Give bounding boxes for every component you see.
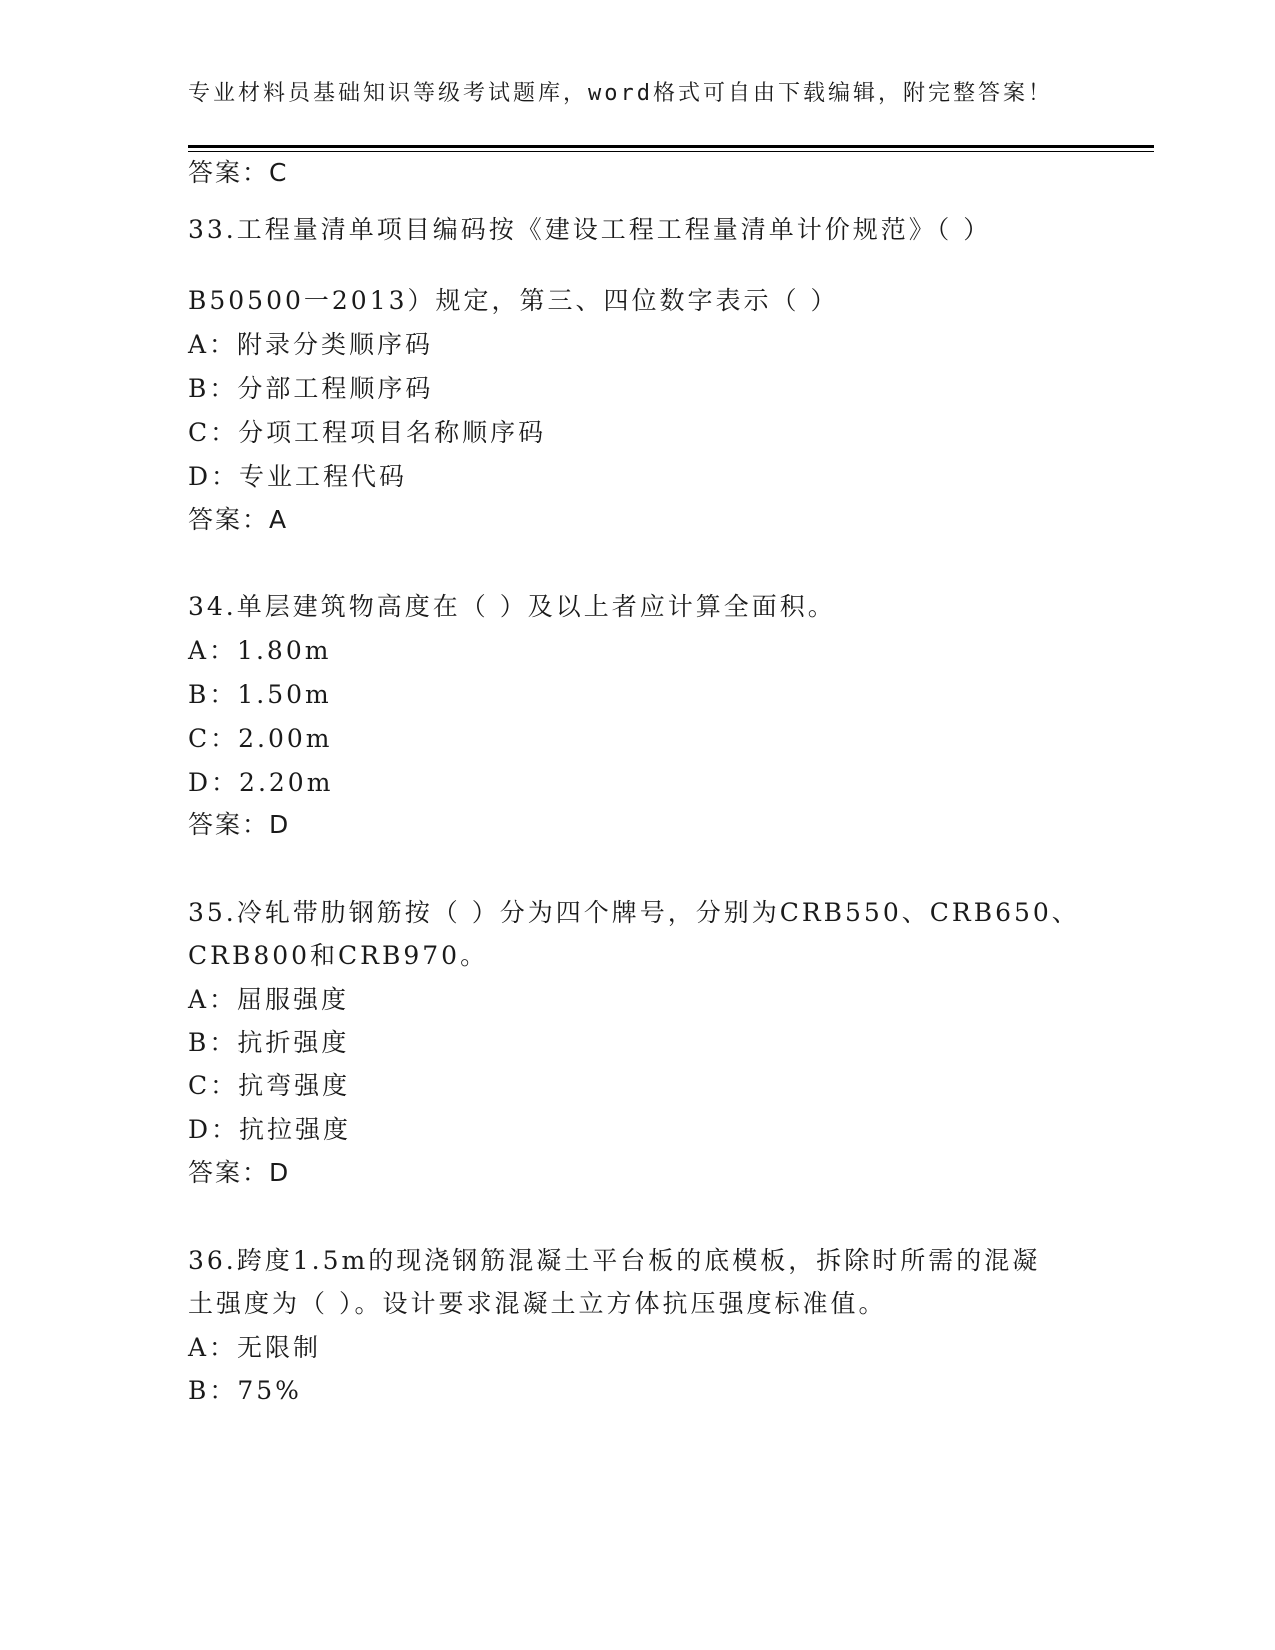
answer-line: 答案：C [188,158,289,187]
option-a: A：屈服强度 [188,985,350,1014]
option-b: B：1.50m [188,680,332,709]
question-stem-continued: B50500一2013）规定，第三、四位数字表示（ ） [188,286,839,315]
option-d: D：专业工程代码 [188,462,408,491]
question-stem-continued: CRB800和CRB970。 [188,941,489,970]
option-a: A：附录分类顺序码 [188,330,434,359]
header-rule-thick [188,145,1154,148]
option-d: D：抗拉强度 [188,1115,352,1144]
page-header: 专业材料员基础知识等级考试题库，word格式可自由下载编辑，附完整答案！ [188,81,1053,106]
header-rule-thin [188,151,1154,152]
question-stem: 33.工程量清单项目编码按《建设工程工程量清单计价规范》（ ） [188,215,992,244]
option-a: A：无限制 [188,1333,322,1362]
option-c: C：2.00m [188,724,333,753]
option-a: A：1.80m [188,636,332,665]
option-b: B：分部工程顺序码 [188,374,434,403]
answer-line: 答案：A [188,505,289,534]
question-stem: 34.单层建筑物高度在（ ）及以上者应计算全面积。 [188,592,836,621]
option-c: C：抗弯强度 [188,1071,351,1100]
question-stem: 36.跨度1.5m的现浇钢筋混凝土平台板的底模板，拆除时所需的混凝 [188,1246,1041,1275]
question-stem-continued: 土强度为（ ）。设计要求混凝土立方体抗压强度标准值。 [188,1289,887,1318]
option-b: B：75% [188,1376,302,1405]
option-d: D：2.20m [188,768,334,797]
option-c: C：分项工程项目名称顺序码 [188,418,547,447]
answer-line: 答案：D [188,1158,291,1187]
question-stem: 35.冷轧带肋钢筋按（ ）分为四个牌号，分别为CRB550、CRB650、 [188,898,1080,927]
option-b: B：抗折强度 [188,1028,350,1057]
answer-line: 答案：D [188,810,291,839]
